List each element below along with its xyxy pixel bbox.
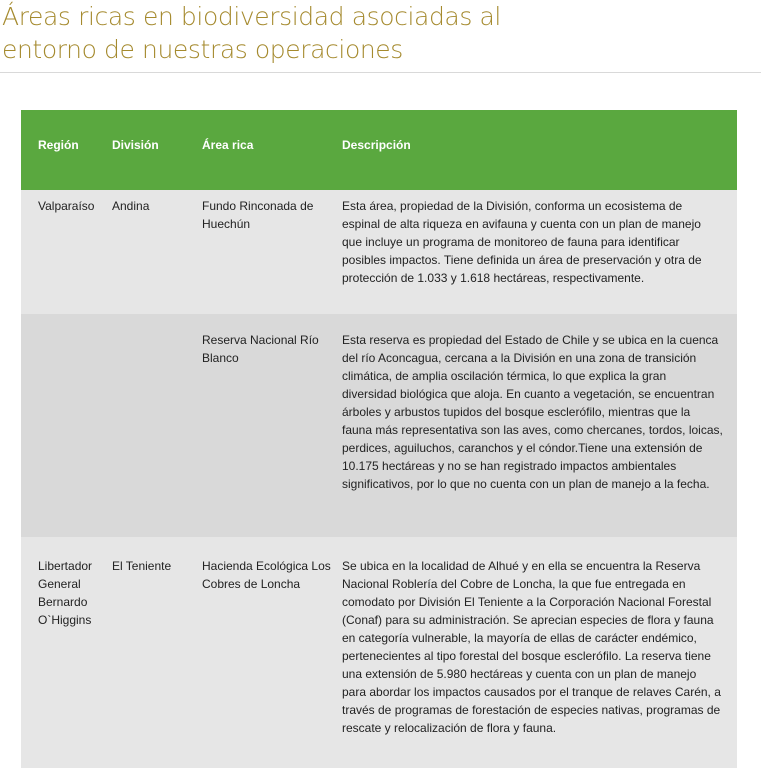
column-header-division: División <box>112 110 202 190</box>
cell-area: Hacienda Ecológica Los Cobres de Loncha <box>202 537 342 768</box>
table-row <box>21 537 737 768</box>
cell-division <box>112 314 202 537</box>
column-header-region: Región <box>21 110 112 190</box>
cell-description: Se ubica en la localidad de Alhué y en ella se encuentra la Reserva Nacional Roblería del Cobre de Loncha, la que fue entregada en comodato por División El Teniente a la Corporación Nacional Forestal (Conaf) para su administración. Se aprecian especies de flora y fauna en categoría vulnerable, la mayoría de ellas de carácter endémico, pertenecientes al tipo forestal del bosque esclerófilo. La reserva tiene una extensión de 5.980 hectáreas y cuenta con un plan de manejo para abordar los impactos causados por el tranque de relaves Carén, a través de programas de forestación de especies nativas, programas de rescate y relocalización de flora y fauna. <box>342 537 737 768</box>
column-header-area: Área rica <box>202 110 342 190</box>
page-title <box>2 0 742 66</box>
cell-region: Libertador General Bernardo O`Higgins <box>21 537 112 768</box>
title-divider <box>0 72 761 73</box>
cell-region: Valparaíso <box>21 190 112 314</box>
biodiversity-table <box>21 110 737 768</box>
cell-area: Fundo Rinconada de Huechún <box>202 190 342 314</box>
cell-division: Andina <box>112 190 202 314</box>
cell-division: El Teniente <box>112 537 202 768</box>
table-row <box>21 314 737 537</box>
page-title-line-1: Áreas ricas en biodiversidad asociadas al <box>2 2 501 31</box>
page-title-line-2: entorno de nuestras operaciones <box>2 35 403 64</box>
cell-region <box>21 314 112 537</box>
cell-description: Esta reserva es propiedad del Estado de Chile y se ubica en la cuenca del río Aconcagua, cercana a la División en una zona de transición climática, de amplia oscilación térmica, lo que explica la gran diversidad biológica que aloja. En cuanto a vegetación, se encuentran árboles y arbustos tupidos del bosque esclerófilo, mientras que la fauna más representativa son las aves, como chercanes, tordos, loicas, perdices, aguiluchos, caranchos y el cóndor.Tiene una extensión de 10.175 hectáreas y no se han registrado impactos ambientales significativos, por lo que no cuenta con un plan de manejo a la fecha. <box>342 314 737 537</box>
table-header-row <box>21 110 737 190</box>
cell-description: Esta área, propiedad de la División, conforma un ecosistema de espinal de alta riqueza en avifauna y cuenta con un plan de manejo que incluye un programa de monitoreo de fauna para identificar posibles impactos. Tiene definida un área de preservación y otra de protección de 1.033 y 1.618 hectáreas, respectivamente. <box>342 190 737 314</box>
column-header-description: Descripción <box>342 110 737 190</box>
cell-area: Reserva Nacional Río Blanco <box>202 314 342 537</box>
table-row <box>21 190 737 314</box>
